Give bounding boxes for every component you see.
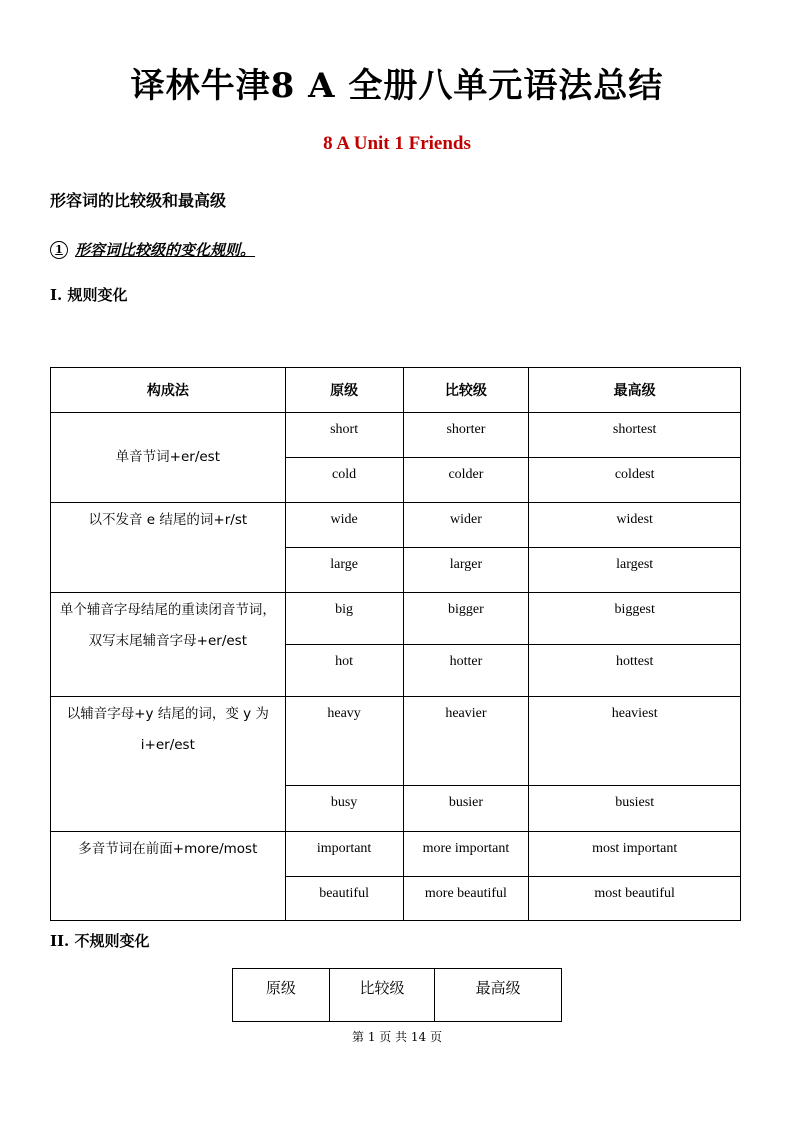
table-cell: most beautiful [529,877,741,921]
rule-cell: 多音节词在前面+more/most [51,832,286,921]
rule-cell: 以不发音 e 结尾的词+r/st [51,503,286,593]
table-cell: cold [285,458,403,503]
header-cell: 最高级 [529,368,741,413]
table-cell: hot [285,645,403,697]
irregular-change-heading: II. 不规则变化 [50,932,150,950]
table-cell: large [285,548,403,593]
table-cell: larger [403,548,529,593]
rule-text: 形容词比较级的变化规则。 [75,241,256,259]
table-cell: colder [403,458,529,503]
table-row [51,697,741,786]
table-cell: hotter [403,645,529,697]
header-cell: 原级 [233,969,330,1022]
table-cell: biggest [529,593,741,645]
rule-cell: 单音节词+er/est [51,413,286,503]
header-cell: 最高级 [435,969,562,1022]
rule-heading [50,239,255,260]
page-footer: 第 1 页 共 14 页 [352,1030,442,1044]
table-cell: big [285,593,403,645]
table-cell: widest [529,503,741,548]
irregular-comparison-table [232,968,562,1022]
table-cell: heavier [403,697,529,786]
table-cell: coldest [529,458,741,503]
table-cell: bigger [403,593,529,645]
header-cell: 比较级 [403,368,529,413]
table-cell: shorter [403,413,529,458]
table-cell: more important [403,832,529,877]
table-cell: short [285,413,403,458]
table-cell: more beautiful [403,877,529,921]
table-cell: largest [529,548,741,593]
regular-change-heading: I. 规则变化 [50,286,128,304]
table-row [51,413,741,458]
document-title: 译林牛津8 A 全册八单元语法总结 [130,66,664,106]
header-cell: 原级 [285,368,403,413]
table-row [51,832,741,877]
table-cell: wider [403,503,529,548]
header-cell: 比较级 [329,969,435,1022]
table-cell: busy [285,786,403,832]
table-cell: hottest [529,645,741,697]
table-header-row [51,368,741,413]
table-header-row [233,969,562,1022]
table-cell: heaviest [529,697,741,786]
section-title: 形容词的比较级和最高级 [50,191,227,210]
header-cell: 构成法 [51,368,286,413]
rule-cell: 单个辅音字母结尾的重读闭音节词，双写末尾辅音字母+er/est [51,593,286,697]
table-cell: wide [285,503,403,548]
table-cell: beautiful [285,877,403,921]
table-cell: shortest [529,413,741,458]
rule-cell: 以辅音字母+y 结尾的词，变 y 为 i+er/est [51,697,286,832]
circled-number: 1 [50,241,68,259]
table-cell: busiest [529,786,741,832]
table-cell: busier [403,786,529,832]
table-cell: important [285,832,403,877]
table-row [51,593,741,645]
table-cell: most important [529,832,741,877]
unit-subtitle: 8 A Unit 1 Friends [323,133,471,154]
table-row [51,503,741,548]
table-cell: heavy [285,697,403,786]
regular-comparison-table [50,367,741,921]
